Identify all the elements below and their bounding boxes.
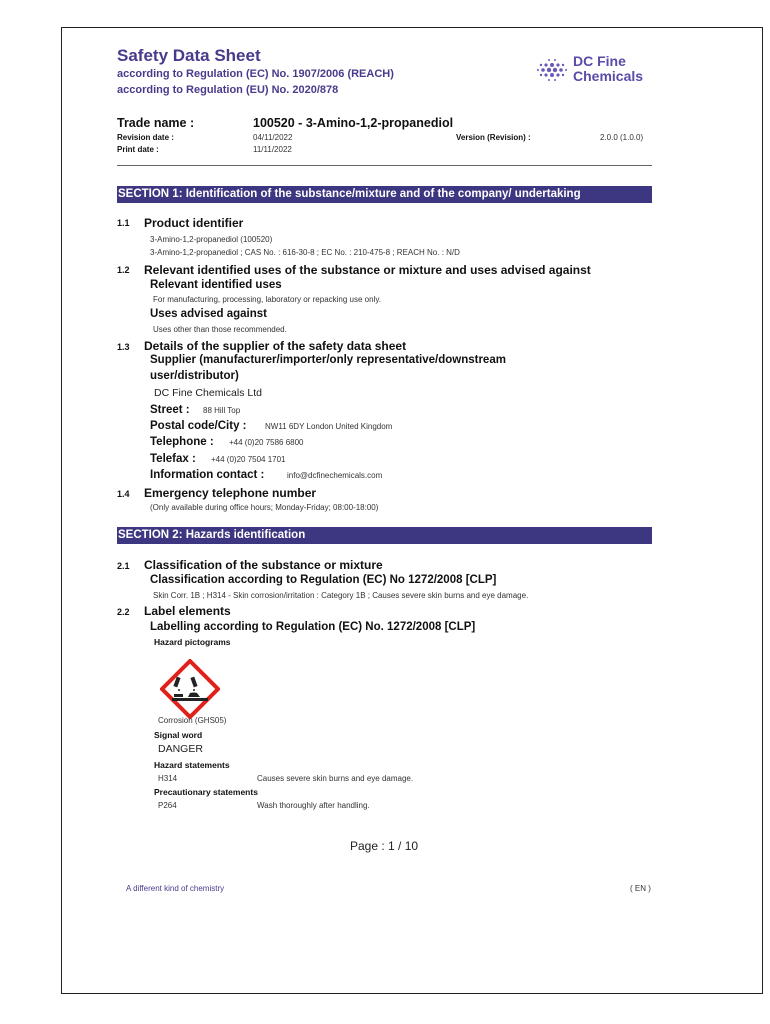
header-divider <box>117 165 652 166</box>
section-1-4-number: 1.4 <box>117 489 130 499</box>
supplier-heading: Supplier (manufacturer/importer/only representative/downstream <box>150 354 506 366</box>
labelling-heading: Labelling according to Regulation (EC) No. 1272/2008 [CLP] <box>150 621 476 633</box>
section-2-header: SECTION 2: Hazards identification <box>117 527 652 544</box>
telefax-value: +44 (0)20 7504 1701 <box>211 455 286 464</box>
ghs05-corrosion-icon <box>160 659 220 719</box>
precautionary-statements-label: Precautionary statements <box>154 787 258 797</box>
revision-date-label: Revision date : <box>117 133 174 142</box>
section-2-1-number: 2.1 <box>117 561 130 571</box>
hazard-pictograms-label: Hazard pictograms <box>154 637 231 647</box>
emergency-hours-text: (Only available during office hours; Monday-Friday; 08:00-18:00) <box>150 503 379 512</box>
signal-word-value: DANGER <box>158 743 203 755</box>
section-1-2-number: 1.2 <box>117 265 130 275</box>
street-label: Street : <box>150 404 190 416</box>
section-1-4-title: Emergency telephone number <box>144 486 317 500</box>
revision-date-value: 04/11/2022 <box>253 133 293 142</box>
footer-tagline: A different kind of chemistry <box>126 884 225 893</box>
regulation-line-1: according to Regulation (EC) No. 1907/2006 (REACH) <box>117 68 394 80</box>
section-1-1-title: Product identifier <box>144 216 244 230</box>
street-value: 88 Hill Top <box>203 406 241 415</box>
uses-advised-against-heading: Uses advised against <box>150 308 267 320</box>
hazard-code: H314 <box>158 774 178 783</box>
telefax-label: Telefax : <box>150 453 196 465</box>
regulation-line-2: according to Regulation (EU) No. 2020/878 <box>117 84 339 96</box>
logo-text-chemicals: Chemicals <box>573 68 644 84</box>
section-1-1-number: 1.1 <box>117 218 130 228</box>
classification-text: Skin Corr. 1B ; H314 - Skin corrosion/irritation : Category 1B ; Causes severe skin burns and eye damage. <box>153 591 529 600</box>
trade-name-value: 100520 - 3-Amino-1,2-propanediol <box>253 116 454 130</box>
print-date-value: 11/11/2022 <box>253 145 292 154</box>
info-contact-label: Information contact : <box>150 469 265 481</box>
version-label: Version (Revision) : <box>456 133 531 142</box>
print-date-label: Print date : <box>117 145 159 154</box>
section-2-2-number: 2.2 <box>117 607 130 617</box>
page-number: Page : 1 / 10 <box>350 839 419 853</box>
trade-name-label: Trade name : <box>117 116 195 130</box>
supplier-heading-cont: user/distributor) <box>150 370 239 382</box>
section-2-2-title: Label elements <box>144 604 231 618</box>
relevant-uses-heading: Relevant identified uses <box>150 279 282 291</box>
classification-heading: Classification according to Regulation (EC) No 1272/2008 [CLP] <box>150 574 497 586</box>
dc-fine-chemicals-logo-icon <box>535 55 569 85</box>
pictogram-caption: Corrosion (GHS05) <box>158 716 227 725</box>
footer-language: ( EN ) <box>630 884 651 893</box>
precaution-text: Wash thoroughly after handling. <box>257 801 370 810</box>
telephone-value[interactable]: +44 (0)20 7586 6800 <box>229 438 304 447</box>
section-1-3-number: 1.3 <box>117 342 130 352</box>
company-logo <box>535 55 645 91</box>
section-1-header: SECTION 1: Identification of the substance/mixture and of the company/ undertaking <box>117 186 652 203</box>
signal-word-label: Signal word <box>154 730 203 740</box>
postal-label: Postal code/City : <box>150 420 247 432</box>
section-1-3-title: Details of the supplier of the safety data sheet <box>144 339 407 353</box>
hazard-text: Causes severe skin burns and eye damage. <box>257 774 414 783</box>
section-2-1-title: Classification of the substance or mixture <box>144 558 383 572</box>
version-value: 2.0.0 (1.0.0) <box>600 133 644 142</box>
precaution-code: P264 <box>158 801 177 810</box>
hazard-statements-label: Hazard statements <box>154 760 230 770</box>
product-identifier-line-2: 3-Amino-1,2-propanediol ; CAS No. : 616-30-8 ; EC No. : 210-475-8 ; REACH No. : N/D <box>150 248 460 257</box>
telephone-label: Telephone : <box>150 436 214 448</box>
uses-advised-against-text: Uses other than those recommended. <box>153 325 287 334</box>
logo-text-dc-fine: DC Fine <box>573 53 626 69</box>
postal-value: NW11 6DY London United Kingdom <box>265 422 393 431</box>
product-identifier-line-1: 3-Amino-1,2-propanediol (100520) <box>150 235 273 244</box>
section-1-2-title: Relevant identified uses of the substance or mixture and uses advised against <box>144 263 591 277</box>
relevant-uses-text: For manufacturing, processing, laboratory or repacking use only. <box>153 295 381 304</box>
document-title: Safety Data Sheet <box>117 46 261 65</box>
company-name: DC Fine Chemicals Ltd <box>154 387 262 399</box>
info-contact-email[interactable]: info@dcfinechemicals.com <box>287 471 383 480</box>
